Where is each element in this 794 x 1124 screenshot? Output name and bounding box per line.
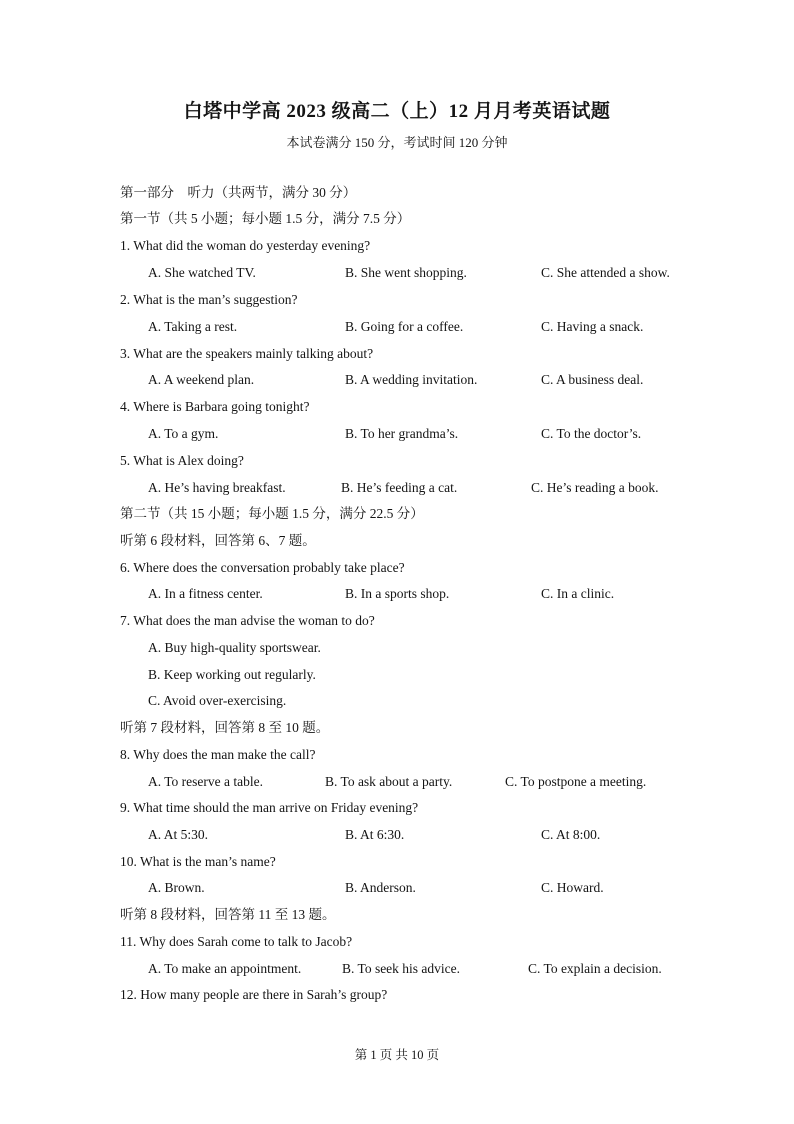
question-6: 6. Where does the conversation probably take place? — [120, 560, 405, 575]
q11-option-b: B. To seek his advice. — [342, 961, 461, 976]
q3-option-c: C. A business deal. — [541, 372, 644, 387]
question-4: 4. Where is Barbara going tonight? — [120, 399, 310, 414]
q2-option-c: C. Having a snack. — [541, 319, 644, 334]
exam-title: 白塔中学高 2023 级高二（上）12 月月考英语试题 — [183, 101, 611, 122]
q1-option-a: A. She watched TV. — [148, 265, 256, 280]
page-number: 第 1 页 共 10 页 — [354, 1048, 440, 1062]
q11-option-a: A. To make an appointment. — [148, 961, 302, 976]
q9-option-c: C. At 8:00. — [541, 827, 601, 842]
q5-option-c: C. He’s reading a book. — [531, 480, 659, 495]
question-11: 11. Why does Sarah come to talk to Jacob? — [120, 934, 353, 949]
section2-heading: 第二节（共 15 小题；每小题 1.5 分，满分 22.5 分） — [120, 506, 424, 521]
question-2: 2. What is the man’s suggestion? — [120, 292, 298, 307]
q5-option-a: A. He’s having breakfast. — [148, 480, 286, 495]
question-5: 5. What is Alex doing? — [120, 453, 244, 468]
question-10: 10. What is the man’s name? — [120, 854, 276, 869]
material-7-instruction: 听第 7 段材料，回答第 8 至 10 题。 — [120, 720, 330, 735]
q1-option-b: B. She went shopping. — [345, 265, 467, 280]
material-8-instruction: 听第 8 段材料，回答第 11 至 13 题。 — [120, 907, 336, 922]
q1-option-c: C. She attended a show. — [541, 265, 670, 280]
q4-option-c: C. To the doctor’s. — [541, 426, 642, 441]
q8-option-a: A. To reserve a table. — [148, 774, 264, 789]
question-9: 9. What time should the man arrive on Friday evening? — [120, 800, 419, 815]
q5-option-b: B. He’s feeding a cat. — [341, 480, 458, 495]
q11-option-c: C. To explain a decision. — [528, 961, 662, 976]
q6-option-a: A. In a fitness center. — [148, 586, 263, 601]
q8-option-b: B. To ask about a party. — [325, 774, 453, 789]
q6-option-b: B. In a sports shop. — [345, 586, 450, 601]
q4-option-b: B. To her grandma’s. — [345, 426, 459, 441]
question-7: 7. What does the man advise the woman to do? — [120, 613, 375, 628]
q7-option-b: B. Keep working out regularly. — [148, 667, 316, 682]
q10-option-c: C. Howard. — [541, 880, 604, 895]
q9-option-b: B. At 6:30. — [345, 827, 405, 842]
q9-option-a: A. At 5:30. — [148, 827, 209, 842]
q2-option-b: B. Going for a coffee. — [345, 319, 464, 334]
q7-option-c: C. Avoid over-exercising. — [148, 693, 287, 708]
question-3: 3. What are the speakers mainly talking about? — [120, 346, 374, 361]
section1-heading: 第一节（共 5 小题；每小题 1.5 分，满分 7.5 分） — [120, 211, 411, 226]
q2-option-a: A. Taking a rest. — [148, 319, 238, 334]
question-1: 1. What did the woman do yesterday evening? — [120, 238, 371, 253]
q3-option-b: B. A wedding invitation. — [345, 372, 478, 387]
exam-subtitle: 本试卷满分 150 分，考试时间 120 分钟 — [286, 135, 508, 150]
q10-option-a: A. Brown. — [148, 880, 205, 895]
q10-option-b: B. Anderson. — [345, 880, 416, 895]
q4-option-a: A. To a gym. — [148, 426, 219, 441]
material-6-instruction: 听第 6 段材料，回答第 6、7 题。 — [120, 533, 316, 548]
part1-heading: 第一部分 听力（共两节，满分 30 分） — [120, 185, 357, 200]
q7-option-a: A. Buy high-quality sportswear. — [148, 640, 321, 655]
q8-option-c: C. To postpone a meeting. — [505, 774, 647, 789]
q3-option-a: A. A weekend plan. — [148, 372, 255, 387]
question-8: 8. Why does the man make the call? — [120, 747, 316, 762]
question-12: 12. How many people are there in Sarah’s group? — [120, 987, 388, 1002]
q6-option-c: C. In a clinic. — [541, 586, 615, 601]
